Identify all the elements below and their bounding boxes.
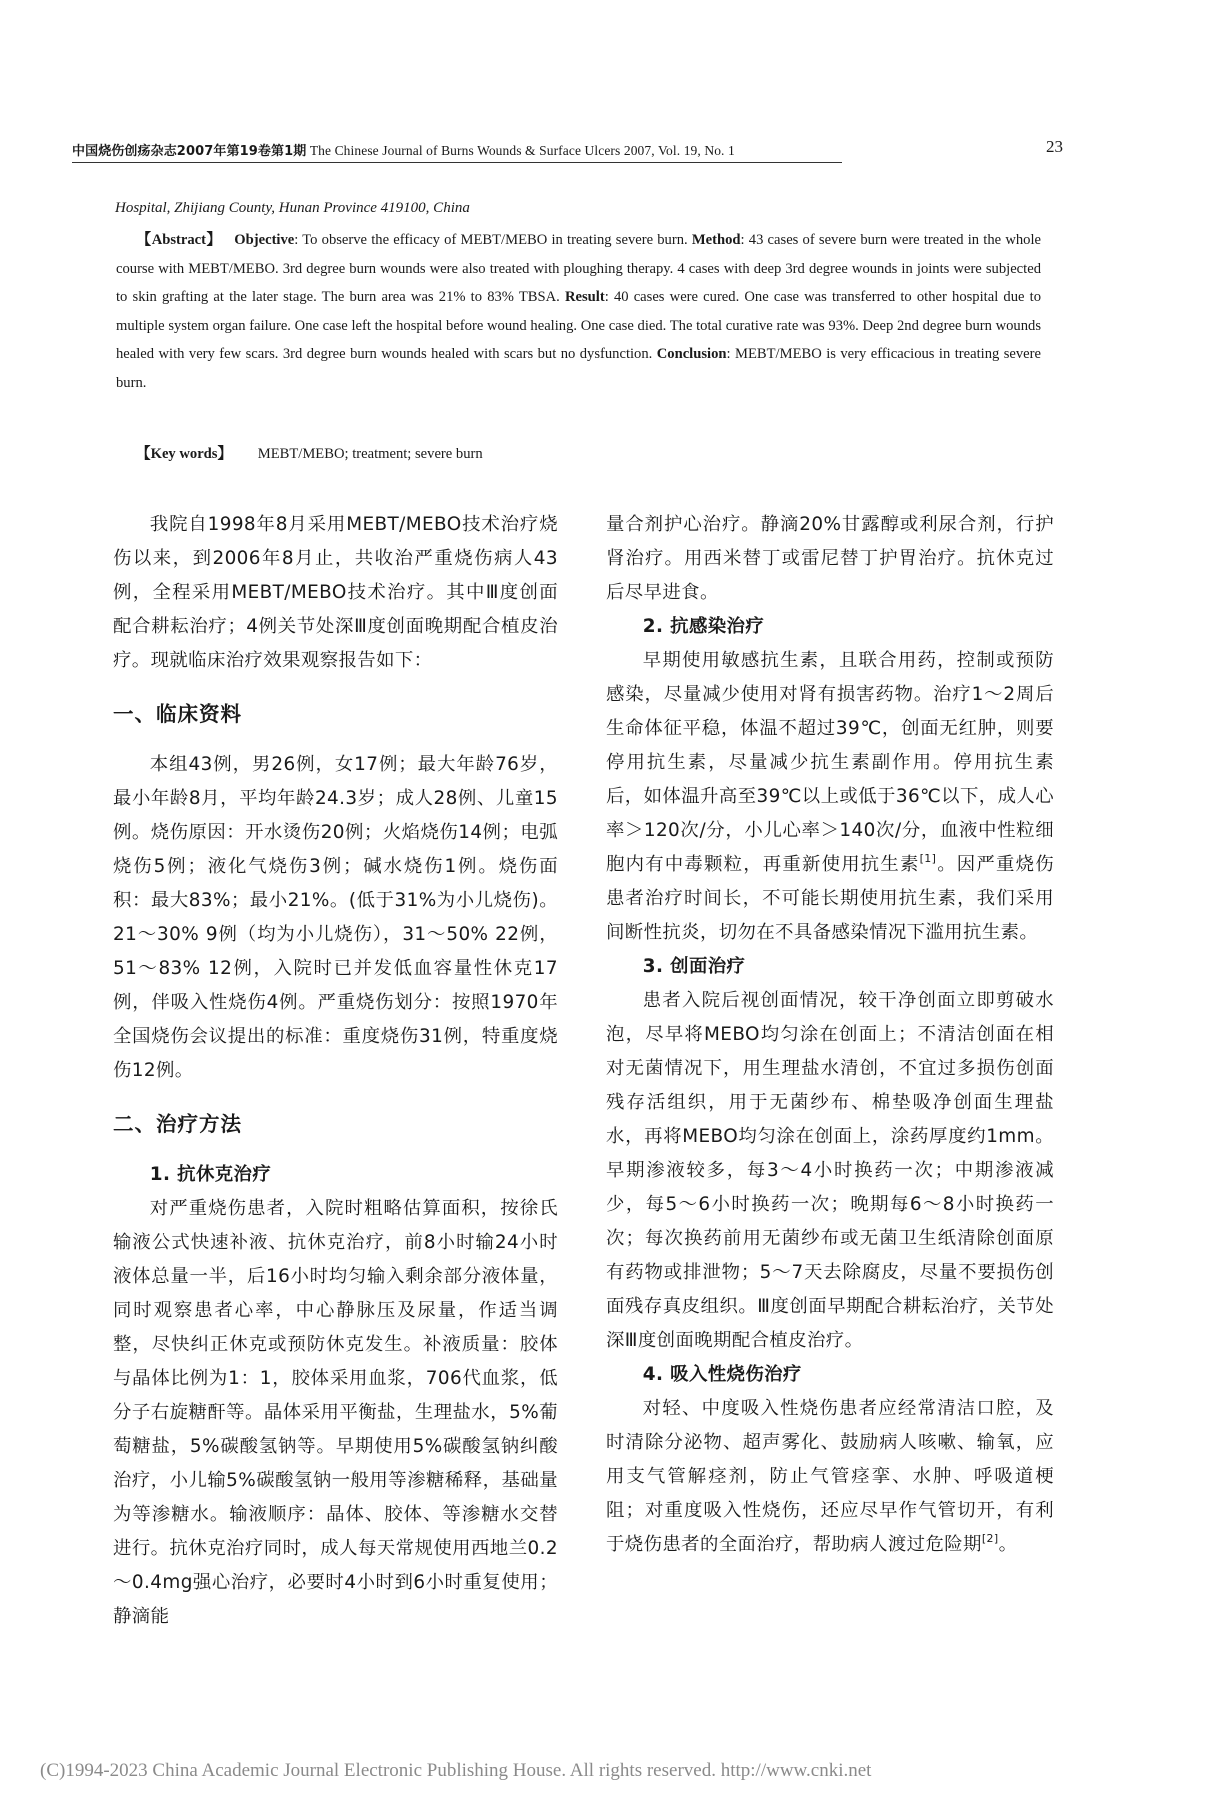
citation-1: [1] bbox=[919, 852, 937, 865]
journal-title-cn: 中国烧伤创疡杂志2007年第19卷第1期 bbox=[72, 144, 307, 159]
subsection-4-heading: 4. 吸入性烧伤治疗 bbox=[642, 1364, 802, 1385]
conclusion-text: : MEBT/MEBO is very efficacious in treating severe burn. bbox=[116, 346, 1041, 391]
subsection-4-text: 对轻、中度吸入性烧伤患者应经常清洁口腔，及时清除分泌物、超声雾化、鼓励病人咳嗽、输氧，应用支气管解痉剂，防止气管痉挛、水肿、呼吸道梗阻；对重度吸入性烧伤，还应尽早作气管切开，有利于烧伤患者的全面治疗，帮助病人渡过危险期 bbox=[606, 1398, 1054, 1555]
subsection-2-paragraph bbox=[606, 644, 1054, 950]
objective-text: : To observe the efficacy of MEBT/MEBO in treating severe burn. bbox=[294, 232, 688, 248]
subsection-2-text: 早期使用敏感抗生素，且联合用药，控制或预防感染，尽量减少使用对肾有损害药物。治疗1～2周后生命体征平稳，体温不超过39℃，创面无红肿，则要停用抗生素，尽量减少抗生素副作用。停用抗生素后，如体温升高至39℃以上或低于36℃以下，成人心率＞120次/分，小儿心率＞140次/分，血液中性粒细胞内有中毒颗粒，再重新使用抗生素 bbox=[606, 650, 1054, 875]
section-2-heading: 二、治疗方法 bbox=[113, 1112, 242, 1136]
header-rule bbox=[72, 162, 842, 163]
keywords-text: MEBT/MEBO; treatment; severe burn bbox=[257, 446, 483, 462]
citation-2: [2] bbox=[981, 1532, 999, 1545]
running-head bbox=[72, 140, 1062, 159]
section-1-heading: 一、临床资料 bbox=[113, 702, 242, 726]
left-column bbox=[113, 508, 558, 1634]
conclusion-label: Conclusion bbox=[656, 346, 727, 362]
subsection-3-heading: 3. 创面治疗 bbox=[642, 956, 746, 977]
subsection-1-continued: 量合剂护心治疗。静滴20%甘露醇或利尿合剂，行护肾治疗。用西米替丁或雷尼替丁护胃治疗。抗休克过后尽早进食。 bbox=[606, 514, 1054, 603]
subsection-1-paragraph: 对严重烧伤患者，入院时粗略估算面积，按徐氏输液公式快速补液、抗休克治疗，前8小时输24小时液体总量一半，后16小时均匀输入剩余部分液体量，同时观察患者心率，中心静脉压及尿量，作适当调整，尽快纠正休克或预防休克发生。补液质量：胶体与晶体比例为1：1，胶体采用血浆，706代血浆，低分子右旋糖酐等。晶体采用平衡盐，生理盐水，5%葡萄糖盐，5%碳酸氢钠等。早期使用5%碳酸氢钠纠酸治疗，小儿输5%碳酸氢钠一般用等渗糖稀释，基础量为等渗糖水。输液顺序：晶体、胶体、等渗糖水交替进行。抗休克治疗同时，成人每天常规使用西地兰0.2～0.4mg强心治疗，必要时4小时到6小时重复使用；静滴能 bbox=[113, 1198, 558, 1627]
journal-title-en: The Chinese Journal of Burns Wounds & Surface Ulcers 2007, Vol. 19, No. 1 bbox=[309, 143, 735, 158]
affiliation: Hospital, Zhijiang County, Hunan Province 419100, China bbox=[115, 200, 470, 216]
abstract bbox=[116, 226, 1041, 397]
subsection-2-heading: 2. 抗感染治疗 bbox=[642, 616, 765, 637]
keywords-label: 【Key words】 bbox=[136, 446, 233, 462]
copyright-footer: (C)1994-2023 China Academic Journal Electronic Publishing House. All rights reserved. http://www.cnki.net bbox=[40, 1760, 872, 1781]
objective-label: Objective bbox=[234, 232, 295, 248]
subsection-4-paragraph bbox=[606, 1392, 1054, 1562]
subsection-1-heading: 1. 抗休克治疗 bbox=[149, 1164, 272, 1185]
section-1-paragraph: 本组43例，男26例，女17例；最大年龄76岁，最小年龄8月，平均年龄24.3岁；成人28例、儿童15例。烧伤原因：开水烫伤20例；火焰烧伤14例；电弧烧伤5例；液化气烧伤3例；碱水烧伤1例。烧伤面积：最大83%；最小21%。(低于31%为小儿烧伤)。21～30% 9例（均为小儿烧伤），31～50% 22例，51～83% 12例，入院时已并发低血容量性休克17例，伴吸入性烧伤4例。严重烧伤划分：按照1970年全国烧伤会议提出的标准：重度烧伤31例，特重度烧伤12例。 bbox=[113, 754, 558, 1081]
right-column bbox=[606, 508, 1054, 1562]
subsection-3-paragraph: 患者入院后视创面情况，较干净创面立即剪破水泡，尽早将MEBO均匀涂在创面上；不清洁创面在相对无菌情况下，用生理盐水清创，不宜过多损伤创面残存活组织，用于无菌纱布、棉垫吸净创面生理盐水，再将MEBO均匀涂在创面上，涂药厚度约1mm。早期渗液较多，每3～4小时换药一次；中期渗液减少，每5～6小时换药一次；晚期每6～8小时换药一次；每次换药前用无菌纱布或无菌卫生纸清除创面原有药物或排泄物；5～7天去除腐皮，尽量不要损伤创面残存真皮组织。Ⅲ度创面早期配合耕耘治疗，关节处深Ⅲ度创面晚期配合植皮治疗。 bbox=[606, 990, 1054, 1351]
method-text: : 43 cases of severe burn were treated in the whole course with MEBT/MEBO. 3rd degree burn wounds were also treated with ploughing therapy. 4 cases with deep 3rd degree wounds in joints were subjected to skin grafting at the later stage. The burn area was 21% to 83% TBSA. bbox=[116, 232, 1041, 305]
intro-paragraph: 我院自1998年8月采用MEBT/MEBO技术治疗烧伤以来，到2006年8月止，共收治严重烧伤病人43例，全程采用MEBT/MEBO技术治疗。其中Ⅲ度创面配合耕耘治疗；4例关节处深Ⅲ度创面晚期配合植皮治疗。现就临床治疗效果观察报告如下： bbox=[113, 514, 558, 671]
page-number: 23 bbox=[1046, 137, 1063, 156]
subsection-2-text-continued: 。因严重烧伤患者治疗时间长，不可能长期使用抗生素，我们采用间断性抗炎，切勿在不具备感染情况下滥用抗生素。 bbox=[606, 854, 1054, 943]
result-text: : 40 cases were cured. One case was transferred to other hospital due to multiple system organ failure. One case left the hospital before wound healing. One case died. The total curative rate was 93%. Deep 2nd degree burn wounds healed with very few scars. 3rd degree burn wounds healed with scars but no dysfunction. bbox=[116, 289, 1041, 362]
abstract-label: 【Abstract】 bbox=[136, 232, 222, 248]
result-label: Result bbox=[564, 289, 605, 305]
method-label: Method bbox=[691, 232, 741, 248]
keywords bbox=[136, 442, 483, 463]
subsection-4-end: 。 bbox=[998, 1534, 1018, 1555]
